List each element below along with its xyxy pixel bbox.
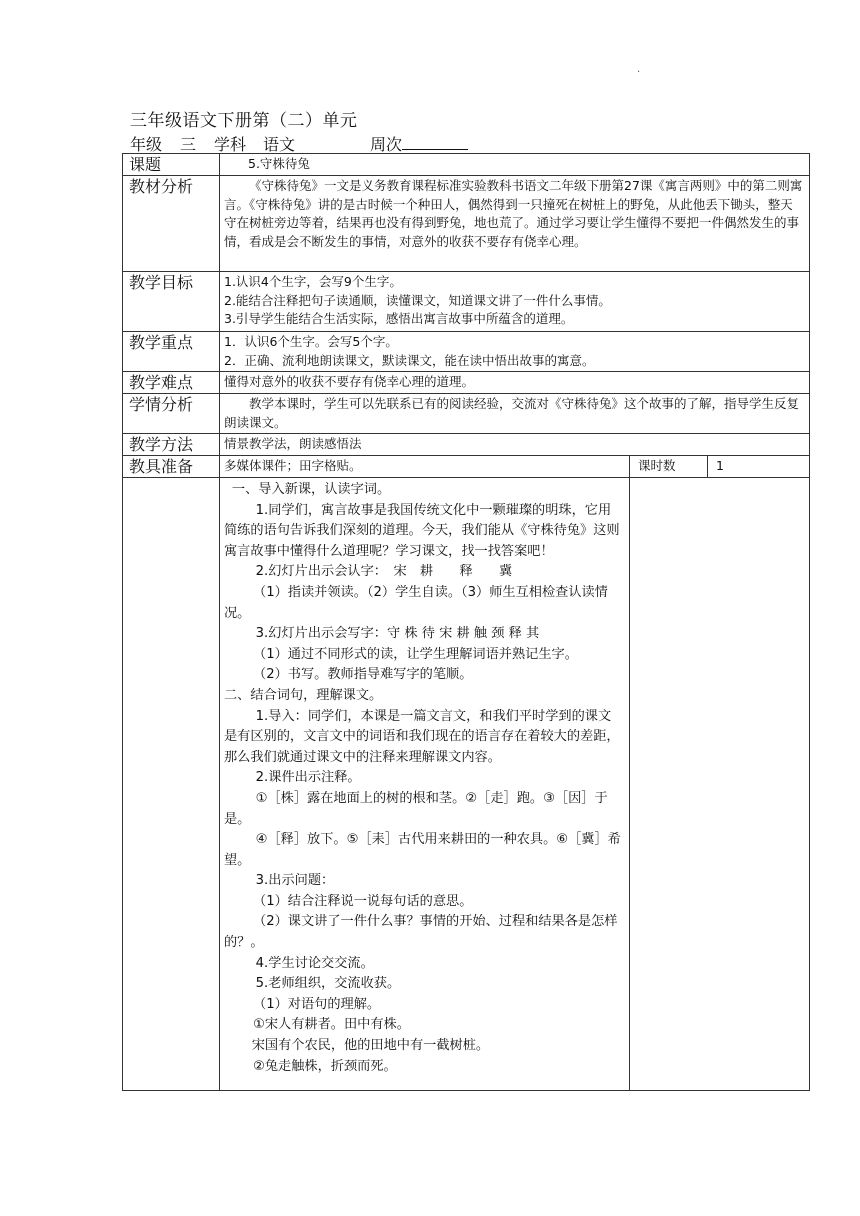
method-value: 情景教学法，朗读感悟法 [220, 434, 810, 456]
process-side-cell [630, 478, 810, 1091]
key-points-row [123, 332, 810, 372]
process-row [123, 478, 810, 1091]
process-line: （1）结合注释说一说每句话的意思。 [253, 893, 473, 909]
process-line: ①宋人有耕者。田中有株。 [253, 1017, 410, 1033]
subject-label: 学科 [214, 135, 247, 154]
difficulty-row [123, 372, 810, 394]
method-label: 教学方法 [123, 434, 220, 456]
tools-label: 教具准备 [123, 456, 220, 478]
goal-item: 3.引导学生能结合生活实际，感悟出寓言故事中所蕴含的道理。 [224, 311, 574, 326]
process-line: 1.同学们，寓言故事是我国传统文化中一颗璀璨的明珠，它用简练的语句告诉我们深刻的道理。今天，我们能从《守株待兔》这则寓言故事中懂得什么道理呢？学习课文，找一找答案吧！ [224, 502, 620, 559]
key-points-label: 教学重点 [123, 332, 220, 372]
meta-line [130, 132, 468, 155]
topic-row [123, 154, 810, 176]
week-label: 周次 [370, 135, 403, 154]
difficulty-value: 懂得对意外的收获不要存有侥幸心理的道理。 [220, 372, 810, 394]
tools-row [123, 456, 810, 478]
process-line: 5.老师组织，交流收获。 [255, 976, 401, 992]
goals-row [123, 272, 810, 332]
key-points-list [220, 332, 810, 372]
goal-item: 2.能结合注释把句子读通顺，读懂课文，知道课文讲了一件什么事情。 [224, 292, 611, 308]
process-line: 3.出示问题： [255, 873, 335, 889]
process-line: 1.导入：同学们，本课是一篇文言文，和我们平时学到的课文是有区别的，文言文中的词语和我们现在的语言存在着较大的差距，那么我们就通过课文中的注释来理解课文内容。 [224, 708, 620, 765]
analysis-value: 《守株待兔》一文是义务教育课程标准实验教科书语文二年级下册第27课《寓言两则》中的第二则寓言。《守株待兔》讲的是古时候一个种田人，偶然得到一只撞死在树桩上的野兔，从此他丢下锄头，整天守在树桩旁边等着，结果再也没有得到野兔，地也荒了。通过学习要让学生懂得不要把一件偶然发生的事情，看成是会不断发生的事情，对意外的收获不要存有侥幸心理。 [220, 176, 810, 272]
process-line: （1）对语句的理解。 [253, 996, 381, 1012]
hours-value: 1 [708, 456, 810, 478]
analysis-label: 教材分析 [123, 176, 220, 272]
process-line: ②兔走触株，折颈而死。 [253, 1058, 397, 1074]
process-line: （2）书写。教师指导难写字的笔顺。 [253, 667, 473, 683]
process-line: （1）通过不同形式的读，让学生理解词语并熟记生字。 [253, 646, 578, 662]
key-point-item: 1．认识6个生字。会写5个字。 [224, 334, 398, 349]
learner-row [123, 394, 810, 434]
process-label-cell [123, 478, 220, 1091]
goals-label: 教学目标 [123, 272, 220, 332]
process-line: 3.幻灯片出示会写字：守 株 待 宋 耕 触 颈 释 其 [255, 626, 540, 642]
key-point-item: 2．正确、流利地朗读课文，默读课文，能在读中悟出故事的寓意。 [224, 352, 595, 368]
analysis-row [123, 176, 810, 272]
process-line: 宋国有个农民，他的田地中有一截树桩。 [251, 1038, 490, 1054]
goals-list [220, 272, 810, 332]
process-line: 2.幻灯片出示会认字： 宋 耕 释 冀 [255, 564, 513, 580]
learner-label: 学情分析 [123, 394, 220, 434]
process-line: （2）课文讲了一件什么事？事情的开始、过程和结果各是怎样的？。 [224, 914, 618, 951]
grade-value: 三 [162, 136, 214, 154]
process-line: （1）指读并领读。（2）学生自读。（3）师生互相检查认读情况。 [224, 584, 608, 621]
grade-label: 年级 [130, 135, 163, 154]
page-title: 三年级语文下册第（二）单元 [130, 111, 358, 131]
tools-value: 多媒体课件；田字格贴。 [220, 456, 630, 478]
process-line: 一、导入新课，认读字词。 [231, 482, 391, 497]
learner-value: 教学本课时，学生可以先联系已有的阅读经验，交流对《守株待兔》这个故事的了解，指导学生反复朗读课文。 [220, 394, 810, 434]
topic-value: 5.守株待兔 [220, 154, 810, 176]
process-line: ④［释］放下。⑤［耒］古代用来耕田的一种农具。⑥［冀］希望。 [224, 832, 621, 868]
hours-label: 课时数 [630, 456, 708, 478]
process-line: 4.学生讨论交交流。 [255, 955, 374, 971]
subject-value: 语文 [246, 136, 312, 154]
week-value [402, 149, 468, 150]
lesson-plan-table [122, 153, 810, 1091]
page-dot: . [637, 64, 641, 75]
difficulty-label: 教学难点 [123, 372, 220, 394]
goal-item: 1.认识4个生字，会写9个生字。 [224, 274, 402, 289]
process-line: ①［株］露在地面上的树的根和茎。②［走］跑。③［因］于是。 [224, 790, 608, 827]
topic-label: 课题 [123, 154, 220, 176]
process-line: 2.课件出示注释。 [255, 770, 361, 786]
process-line: 二、结合词句，理解课文。 [224, 687, 383, 703]
process-content [220, 478, 630, 1091]
method-row [123, 434, 810, 456]
